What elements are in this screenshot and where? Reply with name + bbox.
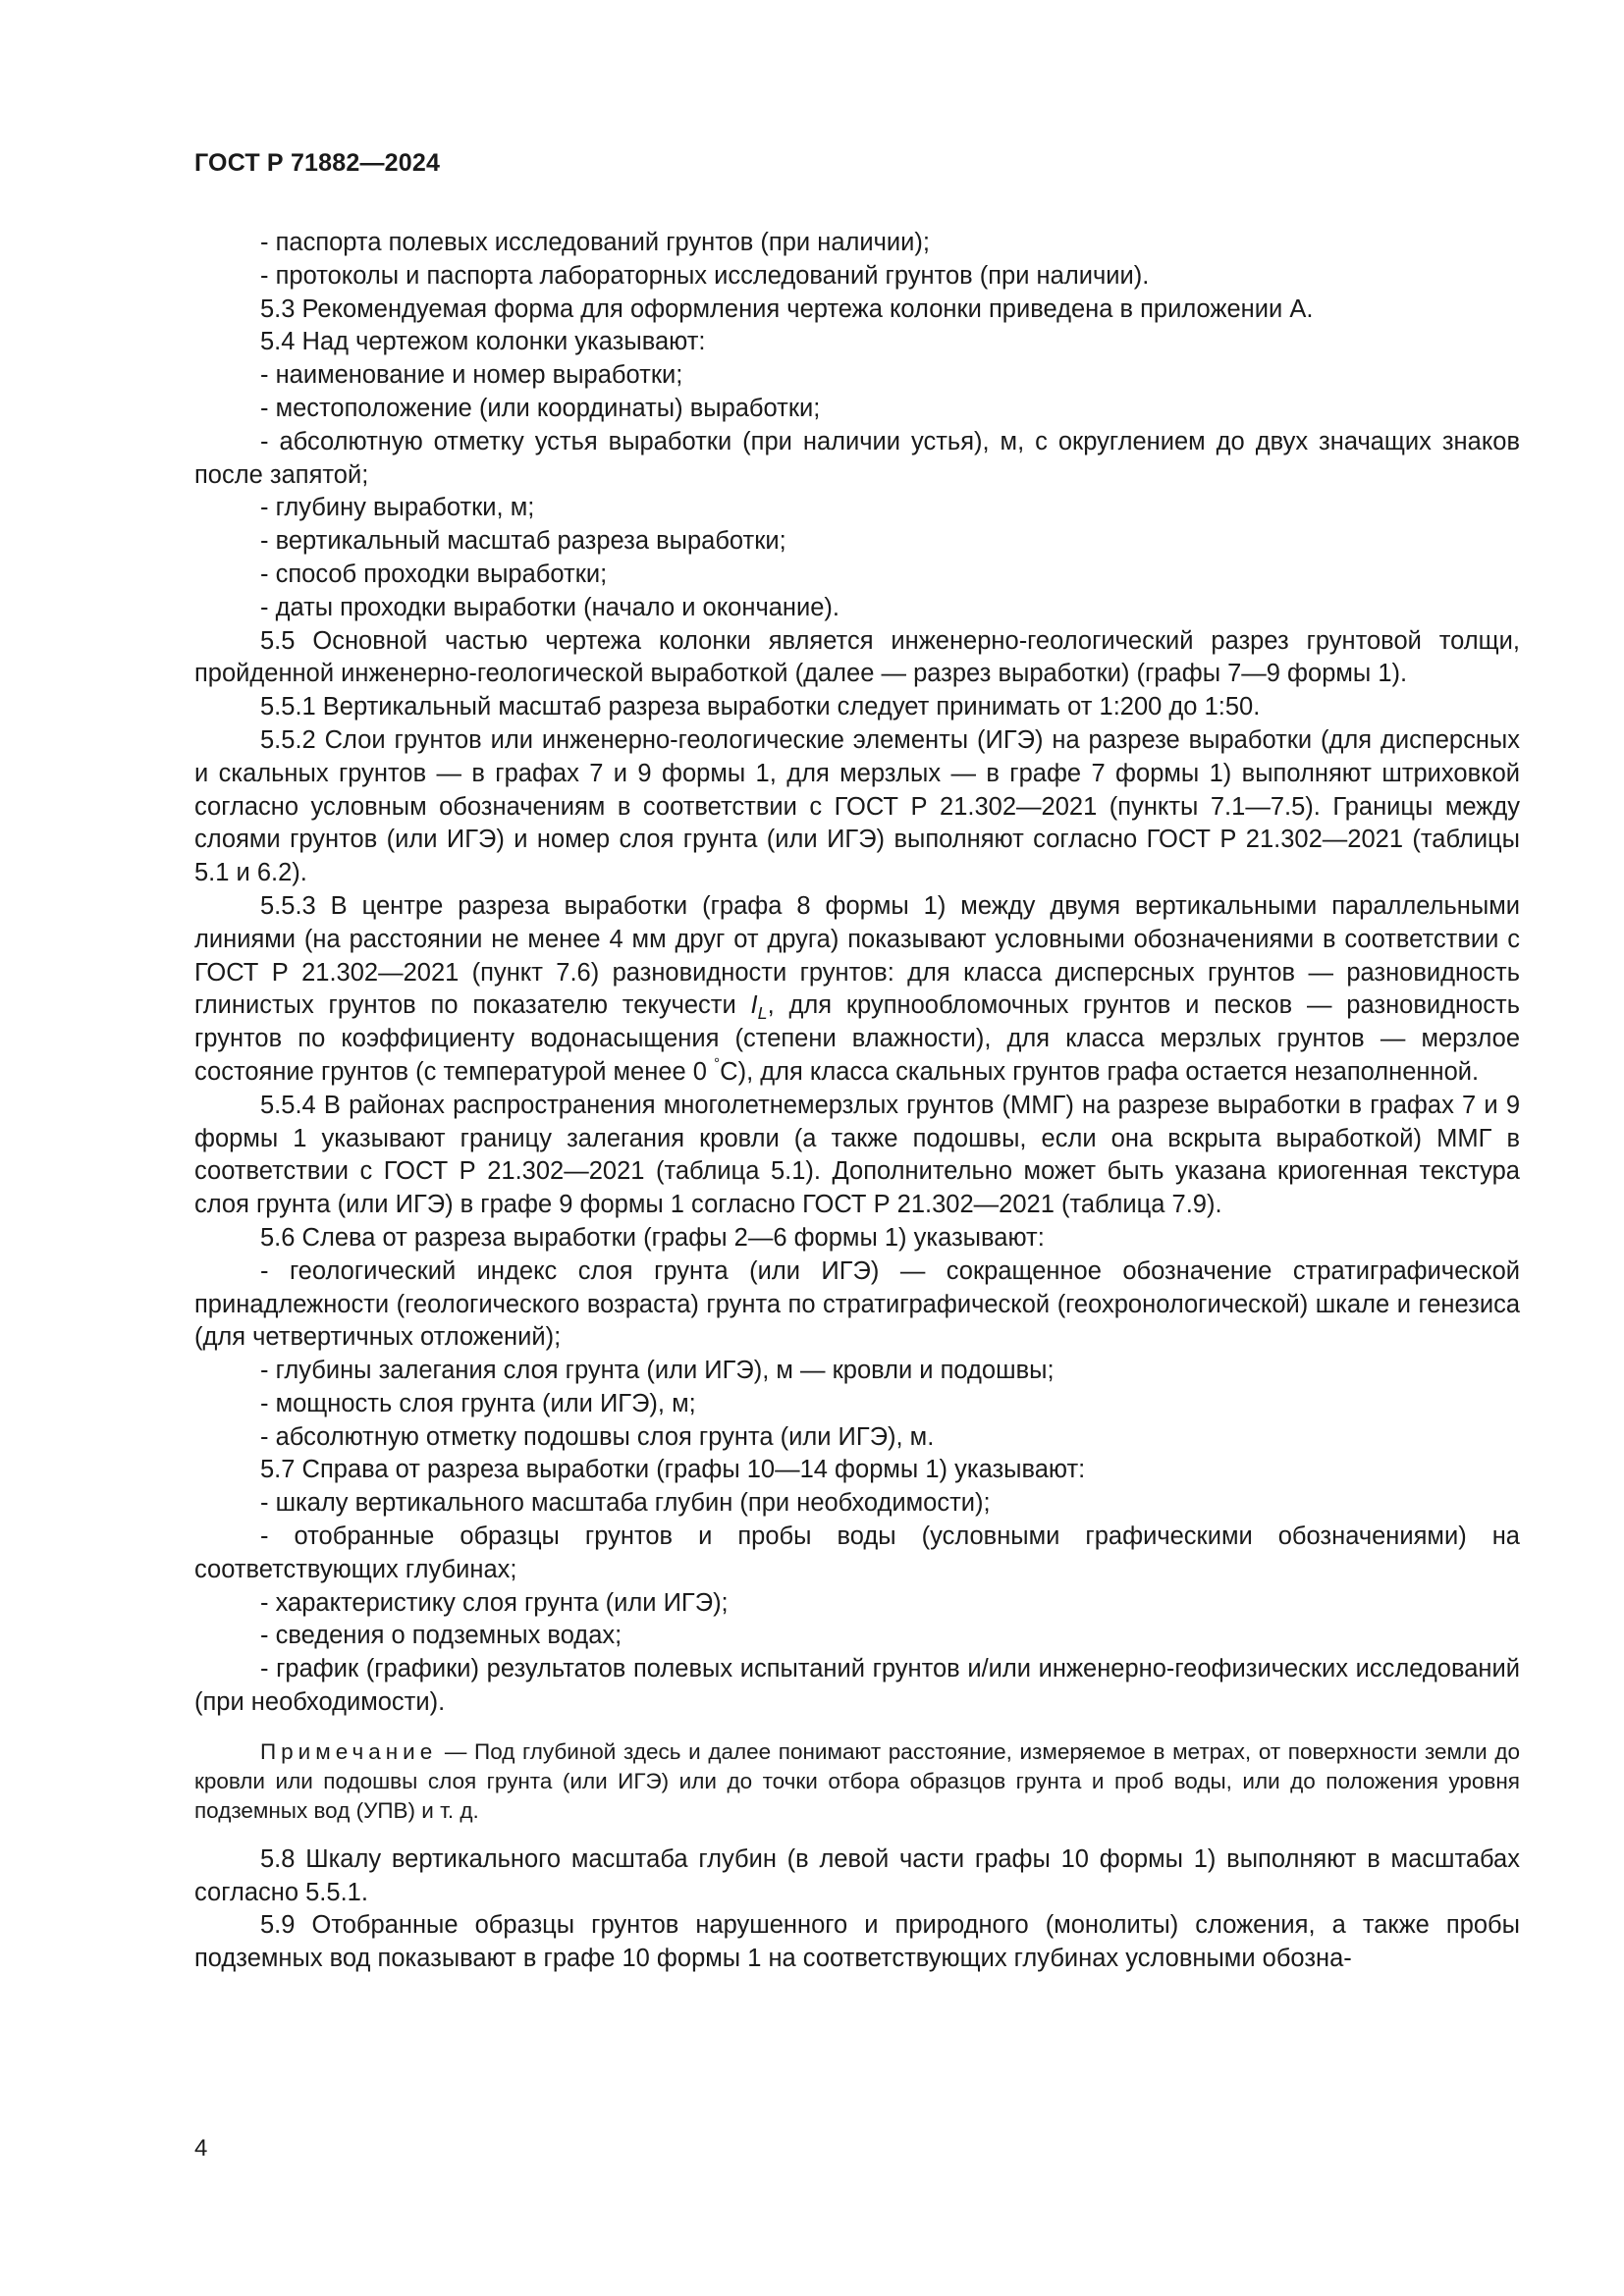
paragraph: 5.5.2 Слои грунтов или инженерно-геологические элементы (ИГЭ) на разрезе выработки (для дисперсных и скальных грунтов — в графах 7 и 9 формы 1, для мерзлых — в графе 7 формы 1) выполняют штриховкой согласно условным обозначениям в соответствии с ГОСТ Р 21.302—2021 (пункты 7.1—7.5). Границы между слоями грунтов (или ИГЭ) и номер слоя грунта (или ИГЭ) выполняют согласно ГОСТ Р 21.302—2021 (таблицы 5.1 и 6.2).	[194, 725, 1520, 887]
paragraph: 5.5 Основной частью чертежа колонки является инженерно-геологический разрез грунтовой толщи, пройденной инженерно-геологической выработкой (далее — разрез выработки) (графы 7—9 формы 1).	[194, 626, 1520, 688]
paragraph: - местоположение (или координаты) выработки;	[260, 394, 821, 422]
page-number: 4	[194, 2135, 208, 2162]
paragraph: - график (графики) результатов полевых испытаний грунтов и/или инженерно-геофизических исследований (при необходимости).	[194, 1655, 1520, 1717]
paragraph: - вертикальный масштаб разреза выработки;	[260, 527, 786, 556]
paragraph: - протоколы и паспорта лабораторных исследований грунтов (при наличии).	[260, 261, 1150, 290]
paragraph: - абсолютную отметку подошвы слоя грунта (или ИГЭ), м.	[260, 1422, 935, 1451]
paragraph: - сведения о подземных водах;	[260, 1622, 623, 1650]
note-label: Примечание	[260, 1738, 438, 1764]
liquidity-index-symbol: I	[750, 991, 758, 1020]
degree-symbol: °	[714, 1055, 721, 1073]
paragraph: 5.8 Шкалу вертикального масштаба глубин (в левой части графы 10 формы 1) выполняют в масштабах согласно 5.5.1.	[194, 1844, 1520, 1906]
paragraph: - даты проходки выработки (начало и окончание).	[260, 593, 839, 621]
paragraph: 5.9 Отобранные образцы грунтов нарушенного и природного (монолиты) сложения, а также пробы подземных вод показывают в графе 10 формы 1 на соответствующих глубинах условными обозна-	[194, 1911, 1520, 1973]
paragraph: 5.6 Слева от разреза выработки (графы 2—6 формы 1) указывают:	[260, 1223, 1045, 1252]
note-text: — Под глубиной здесь и далее понимают расстояние, измеряемое в метрах, от поверхности земли до кровли или подошвы слоя грунта (или ИГЭ) или до точки отбора образцов грунта и проб воды, или до положения уровня подземных вод (УПВ) и т. д.	[194, 1738, 1520, 1823]
paragraph: - отобранные образцы грунтов и пробы воды (условными графическими обозначениями) на соответствующих глубинах;	[194, 1522, 1520, 1583]
paragraph: - геологический индекс слоя грунта (или ИГЭ) — сокращенное обозначение стратиграфической принадлежности (геологического возраста) грунта по стратиграфической (геохронологической) шкале и генезиса (для четвертичных отложений);	[194, 1256, 1520, 1352]
paragraph: 5.3 Рекомендуемая форма для оформления чертежа колонки приведена в приложении А.	[260, 294, 1314, 323]
paragraph: - глубину выработки, м;	[260, 494, 535, 522]
document-header: ГОСТ Р 71882—2024	[194, 149, 441, 177]
liquidity-index-subscript: L	[757, 1003, 768, 1024]
paragraph: 5.5.1 Вертикальный масштаб разреза выработки следует принимать от 1:200 до 1:50.	[260, 693, 1261, 721]
paragraph-text: , для крупнообломочных грунтов и песков — разновидность грунтов по коэффициенту водонасыщения (степени влажности), для класса мерзлых грунтов — мерзлое состояние грунтов (с температурой менее 0	[194, 991, 1520, 1086]
paragraph: - шкалу вертикального масштаба глубин (при необходимости);	[260, 1489, 991, 1518]
paragraph: - мощность слоя грунта (или ИГЭ), м;	[260, 1389, 696, 1417]
paragraph-text: 5.5.3 В центре разреза выработки (графа 8 формы 1) между двумя вертикальными параллельными линиями (на расстоянии не менее 4 мм друг от друга) показывают условными обозначениями в соответствии с ГОСТ Р 21.302—2021 (пункт 7.6) разновидности грунтов: для класса дисперсных грунтов — разновидность глинистых грунтов по показателю текучести	[194, 891, 1520, 1020]
paragraph: 5.7 Справа от разреза выработки (графы 10—14 формы 1) указывают:	[260, 1456, 1086, 1484]
paragraph: - характеристику слоя грунта (или ИГЭ);	[260, 1588, 729, 1617]
paragraph: - абсолютную отметку устья выработки (при наличии устья), м, с округлением до двух значащих знаков после запятой;	[194, 427, 1520, 489]
note	[194, 1737, 1520, 1826]
paragraph: - наименование и номер выработки;	[260, 361, 683, 390]
paragraph: 5.5.4 В районах распространения многолетнемерзлых грунтов (ММГ) на разрезе выработки в графах 7 и 9 формы 1 указывают границу залегания кровли (а также подошвы, если она вскрыта выработкой) ММГ в соответствии с ГОСТ Р 21.302—2021 (таблица 5.1). Дополнительно может быть указана криогенная текстура слоя грунта (или ИГЭ) в графе 9 формы 1 согласно ГОСТ Р 21.302—2021 (таблица 7.9).	[194, 1091, 1520, 1219]
paragraph: - паспорта полевых исследований грунтов (при наличии);	[260, 229, 930, 256]
paragraph: - глубины залегания слоя грунта (или ИГЭ), м — кровли и подошвы;	[260, 1357, 1055, 1385]
paragraph: - способ проходки выработки;	[260, 560, 608, 588]
paragraph-5-5-3	[194, 890, 1520, 1090]
paragraph-text: С), для класса скальных грунтов графа остается незаполненной.	[720, 1057, 1480, 1086]
document-body	[194, 227, 1520, 1976]
paragraph: 5.4 Над чертежом колонки указывают:	[260, 328, 706, 356]
